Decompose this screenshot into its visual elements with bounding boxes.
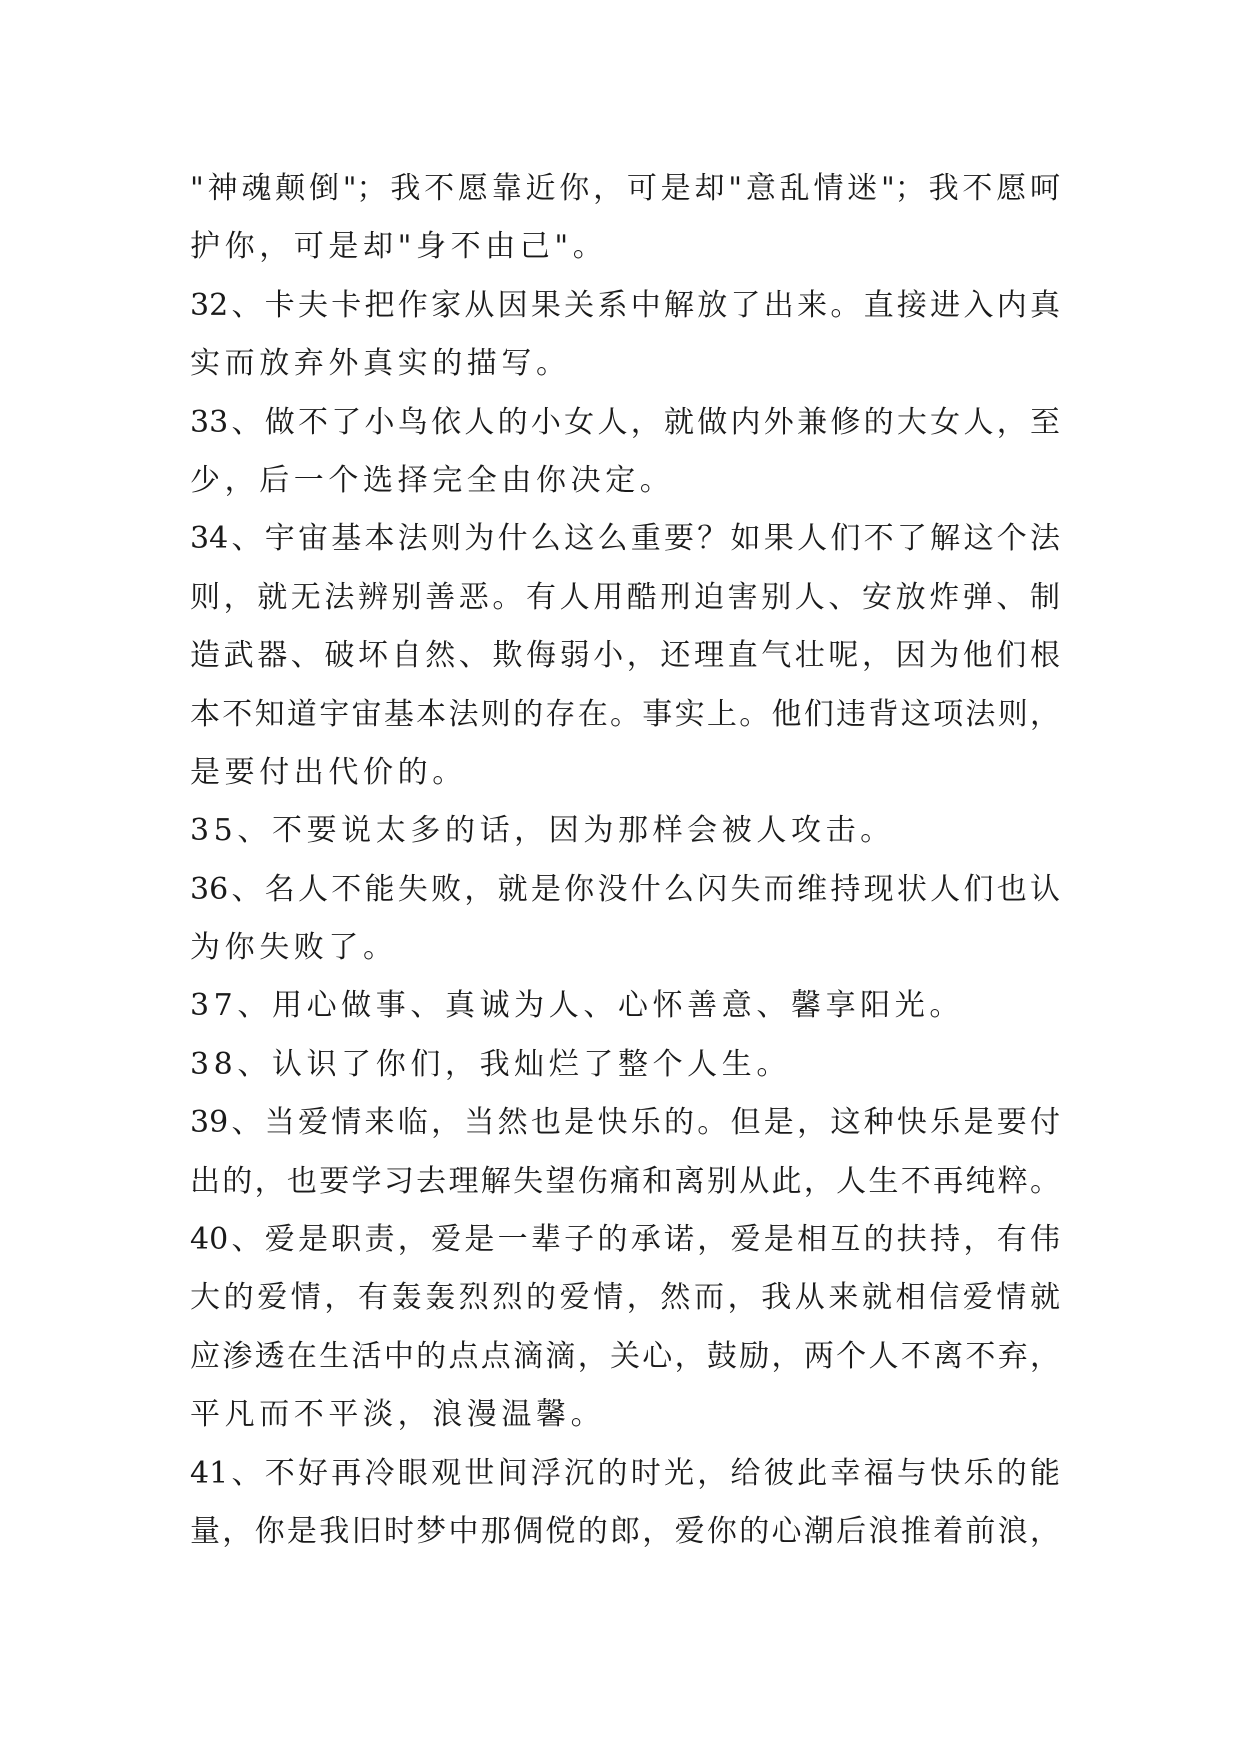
text-line: 36、名人不能失败，就是你没什么闪失而维持现状人们也认: [190, 871, 1060, 907]
text-line: 34、宇宙基本法则为什么这么重要？如果人们不了解这个法: [190, 521, 1060, 557]
text-line: 则，就无法辨别善恶。有人用酷刑迫害别人、安放炸弹、制: [190, 579, 1060, 615]
text-line: 35、不要说太多的话，因为那样会被人攻击。: [190, 813, 895, 849]
text-line: 为你失败了。: [190, 930, 398, 966]
text-line: 39、当爱情来临，当然也是快乐的。但是，这种快乐是要付: [190, 1105, 1060, 1141]
text-line: 造武器、破坏自然、欺侮弱小，还理直气壮呢，因为他们根: [190, 638, 1060, 674]
text-line: 实而放弃外真实的描写。: [190, 346, 571, 382]
text-line: 护你，可是却"身不由己"。: [190, 229, 608, 265]
text-line: 应渗透在生活中的点点滴滴，关心，鼓励，两个人不离不弃，: [190, 1338, 1060, 1374]
text-line: 41、不好再冷眼观世间浮沉的时光，给彼此幸福与快乐的能: [190, 1455, 1060, 1491]
text-line: 是要付出代价的。: [190, 754, 467, 790]
text-line: 出的，也要学习去理解失望伤痛和离别从此，人生不再纯粹。: [190, 1163, 1060, 1199]
text-line: 平凡而不平淡，浪漫温馨。: [190, 1397, 606, 1433]
text-line: 32、卡夫卡把作家从因果关系中解放了出来。直接进入内真: [190, 287, 1060, 323]
text-line: "神魂颠倒"；我不愿靠近你，可是却"意乱情迷"；我不愿呵: [190, 171, 1060, 206]
text-line: 量，你是我旧时梦中那倜傥的郎，爱你的心潮后浪推着前浪，: [190, 1513, 1060, 1549]
text-line: 40、爱是职责，爱是一辈子的承诺，爱是相互的扶持，有伟: [190, 1222, 1060, 1258]
document-page: [190, 160, 1060, 1561]
text-line: 大的爱情，有轰轰烈烈的爱情，然而，我从来就相信爱情就: [190, 1280, 1060, 1316]
text-line: 37、用心做事、真诚为人、心怀善意、馨享阳光。: [190, 988, 964, 1024]
text-line: 少，后一个选择完全由你决定。: [190, 462, 675, 498]
text-line: 38、认识了你们，我灿烂了整个人生。: [190, 1046, 791, 1082]
text-line: 本不知道宇宙基本法则的存在。事实上。他们违背这项法则，: [190, 696, 1060, 732]
text-line: 33、做不了小鸟依人的小女人，就做内外兼修的大女人，至: [190, 404, 1060, 440]
